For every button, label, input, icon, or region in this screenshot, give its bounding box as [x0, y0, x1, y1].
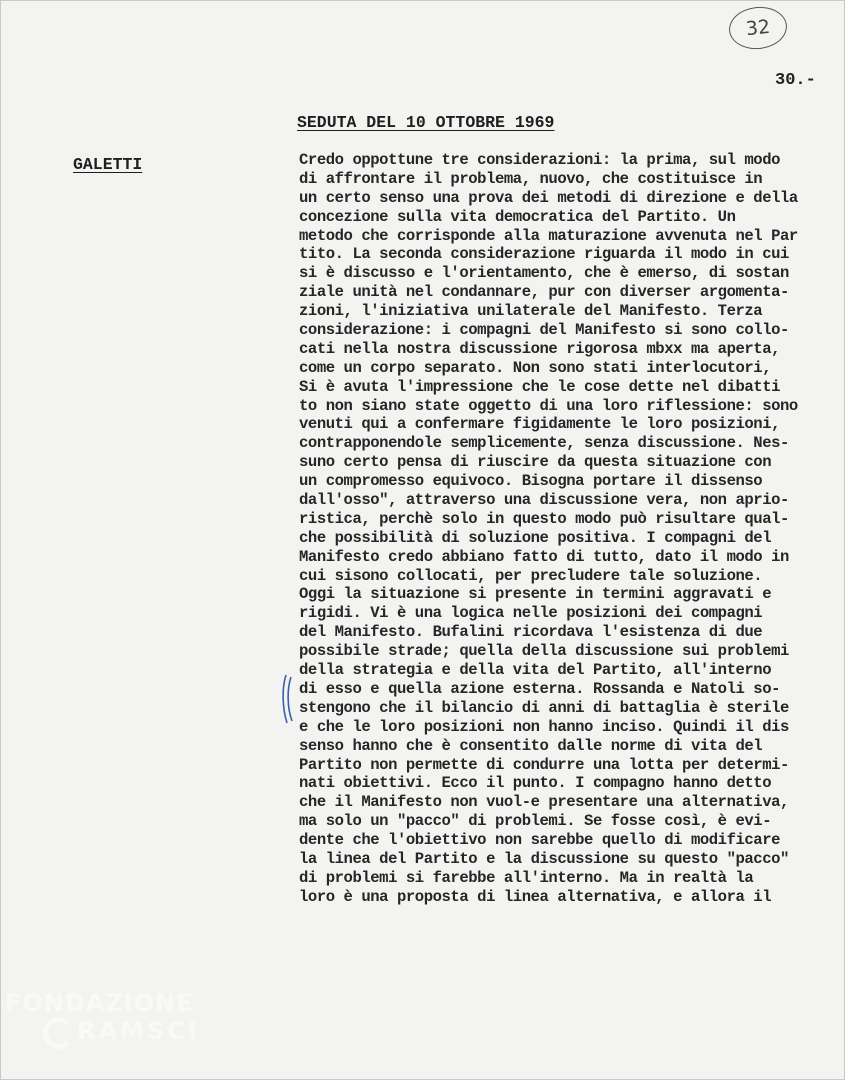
body-line: del Manifesto. Bufalini ricordava l'esistenza di due	[299, 623, 763, 642]
body-line: si è discusso e l'orientamento, che è emerso, di sostan	[299, 264, 789, 283]
handwritten-margin-mark	[279, 673, 297, 725]
watermark-g-logo	[43, 1017, 75, 1049]
body-line: cui sisono collocati, per precludere tale soluzione.	[299, 566, 763, 585]
body-line: la linea del Partito e la discussione su questo "pacco"	[299, 849, 789, 868]
body-line: contrapponendole semplicemente, senza discussione. Nes-	[299, 434, 789, 453]
body-line: nati obiettivi. Ecco il punto. I compagno hanno detto	[299, 774, 772, 793]
body-line: un compromesso equivoco. Bisogna portare il dissenso	[299, 472, 763, 491]
body-line: rigidi. Vi è una logica nelle posizioni dei compagni	[299, 604, 763, 623]
archive-page-number: 32	[727, 4, 789, 52]
body-line: e che le loro posizioni non hanno inciso. Quindi il dis	[299, 717, 789, 736]
body-line: della strategia e della vita del Partito, all'interno	[299, 661, 772, 680]
body-line: venuti qui a confermare figidamente le loro posizioni,	[299, 415, 781, 434]
body-line: come un corpo separato. Non sono stati interlocutori,	[299, 358, 772, 377]
body-line: ristica, perchè solo in questo modo può risultare qual-	[299, 509, 789, 528]
body-line: dente che l'obiettivo non sarebbe quello di modificare	[299, 831, 781, 850]
body-line: Partito non permette di condurre una lotta per determi-	[299, 755, 789, 774]
page-number: 30.-	[775, 71, 816, 90]
body-line: ma solo un "pacco" di problemi. Se fosse così, è evi-	[299, 812, 772, 831]
body-line: cati nella nostra discussione rigorosa mbxx ma aperta,	[299, 339, 781, 358]
body-line: dall'osso", attraverso una discussione vera, non aprio-	[299, 491, 789, 510]
body-line: ziale unità nel condannare, pur con diverser argomenta-	[299, 283, 789, 302]
body-line: di problemi si farebbe all'interno. Ma in realtà la	[299, 868, 754, 887]
speech-text	[299, 151, 844, 907]
body-line: tito. La seconda considerazione riguarda il modo in cui	[299, 245, 789, 264]
watermark-line1: FONDAZIONE	[5, 989, 194, 1017]
body-line: to non siano state oggetto di una loro riflessione: sono	[299, 396, 798, 415]
body-line: un certo senso una prova dei metodi di direzione e della	[299, 188, 798, 207]
body-line: concezione sulla vita democratica del Partito. Un	[299, 207, 736, 226]
body-line: di esso e quella azione esterna. Rossanda e Natoli so-	[299, 679, 781, 698]
body-line: considerazione: i compagni del Manifesto si sono collo-	[299, 321, 789, 340]
body-line: metodo che corrisponde alla maturazione avvenuta nel Par	[299, 226, 798, 245]
body-line: possibile strade; quella della discussione sui problemi	[299, 642, 789, 661]
body-line: di affrontare il problema, nuovo, che costituisce in	[299, 169, 763, 188]
body-line: zioni, l'iniziativa unilaterale del Manifesto. Terza	[299, 302, 763, 321]
body-line: Manifesto credo abbiano fatto di tutto, dato il modo in	[299, 547, 789, 566]
watermark-line2: RAMSCI	[77, 1017, 200, 1045]
body-line: Oggi la situazione si presente in termini aggravati e	[299, 585, 772, 604]
body-line: che possibilità di soluzione positiva. I compagni del	[299, 528, 772, 547]
body-line: Credo oppottune tre considerazioni: la prima, sul modo	[299, 151, 781, 169]
fondazione-gramsci-watermark	[5, 989, 215, 1069]
body-line: Si è avuta l'impressione che le cose dette nel dibatti	[299, 377, 781, 396]
body-line: che il Manifesto non vuol-e presentare una alternativa,	[299, 793, 789, 812]
body-line: loro è una proposta di linea alternativa, e allora il	[299, 887, 772, 906]
session-title: SEDUTA DEL 10 OTTOBRE 1969	[297, 113, 555, 132]
body-line: suno certo pensa di riuscire da questa situazione con	[299, 453, 772, 472]
body-line: senso hanno che è consentito dalle norme di vita del	[299, 736, 763, 755]
body-line: stengono che il bilancio di anni di battaglia è sterile	[299, 698, 789, 717]
speaker-name: GALETTI	[73, 155, 143, 174]
